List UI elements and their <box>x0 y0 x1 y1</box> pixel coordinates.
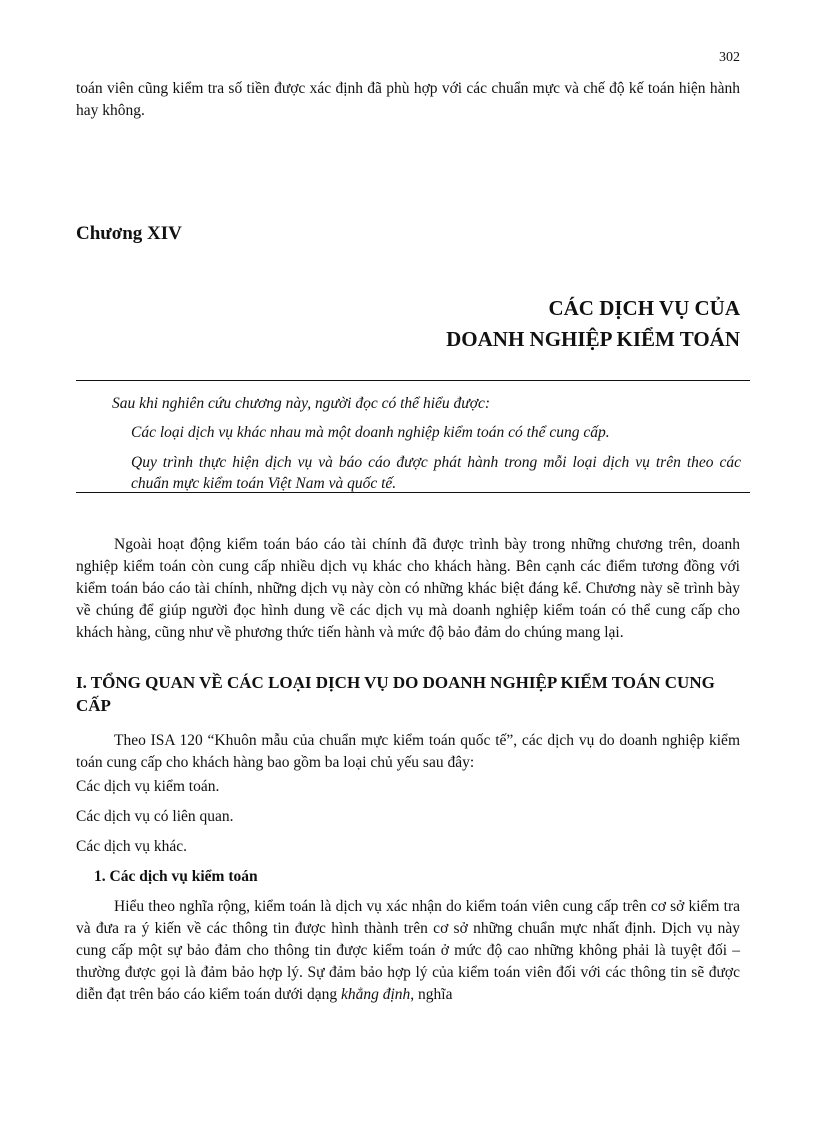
page-number: 302 <box>719 50 740 65</box>
list-item: Các dịch vụ khác. <box>76 838 188 855</box>
list-item: Các dịch vụ kiểm toán. <box>76 778 220 795</box>
section-heading: I. TỔNG QUAN VỀ CÁC LOẠI DỊCH VỤ DO DOANH NGHIỆP KIỂM TOÁN CUNG CẤP <box>76 673 715 715</box>
subsection-tail: , nghĩa <box>410 986 453 1003</box>
emphasis-text: khẳng định <box>340 986 411 1003</box>
subsection-paragraph <box>76 896 740 1006</box>
section-paragraph: Theo ISA 120 “Khuôn mẫu của chuẩn mực kiểm toán quốc tế”, các dịch vụ do doanh nghiệp kiểm toán cung cấp cho khách hàng bao gồm ba loại chủ yếu sau đây: <box>76 732 740 771</box>
top-paragraph: toán viên cũng kiểm tra số tiền được xác định đã phù hợp với các chuẩn mực và chế độ kế toán hiện hành hay không. <box>76 80 740 119</box>
objectives-bottom-rule <box>76 492 750 493</box>
subsection-text: Hiểu theo nghĩa rộng, kiểm toán là dịch vụ xác nhận do kiểm toán viên cung cấp trên cơ sở kiểm tra và đưa ra ý kiến về các thông tin được hình thành trên cơ sở những chuẩn mực nhất định. Dịch vụ này cung cấp một sự bảo đảm cho thông tin được kiểm toán ở mức độ cao những không phải là tuyệt đối – thường được gọi là đảm bảo hợp lý. Sự đảm bảo hợp lý của kiểm toán viên đối với các thông tin sẽ được diễn đạt trên báo cáo kiểm toán dưới dạng <box>76 898 740 1003</box>
chapter-label: Chương XIV <box>76 223 182 244</box>
intro-paragraph: Ngoài hoạt động kiểm toán báo cáo tài chính đã được trình bày trong những chương trên, doanh nghiệp kiểm toán còn cung cấp nhiều dịch vụ khác cho khách hàng. Bên cạnh các điểm tương đồng với kiểm toán báo cáo tài chính, những dịch vụ này còn có những khác biệt đáng kể. Chương này sẽ trình bày về chúng để giúp người đọc hình dung về các dịch vụ mà doanh nghiệp kiểm toán có thể cung cấp cho khách hàng, cũng như về phương thức tiến hành và mức độ bảo đảm do chúng mang lại. <box>76 536 740 641</box>
objective-item: Quy trình thực hiện dịch vụ và báo cáo được phát hành trong mỗi loại dịch vụ trên theo các chuẩn mực kiểm toán Việt Nam và quốc tế. <box>131 454 741 492</box>
chapter-title-line1: CÁC DỊCH VỤ CỦA <box>548 296 740 320</box>
chapter-title-line2: DOANH NGHIỆP KIỂM TOÁN <box>446 327 740 351</box>
chapter-title <box>446 293 740 355</box>
subsection-heading: 1. Các dịch vụ kiểm toán <box>94 868 258 885</box>
list-item: Các dịch vụ có liên quan. <box>76 808 234 825</box>
objectives-intro: Sau khi nghiên cứu chương này, người đọc có thể hiểu được: <box>112 395 491 412</box>
objective-item: Các loại dịch vụ khác nhau mà một doanh nghiệp kiểm toán có thể cung cấp. <box>131 424 610 441</box>
objectives-top-rule <box>76 380 750 381</box>
